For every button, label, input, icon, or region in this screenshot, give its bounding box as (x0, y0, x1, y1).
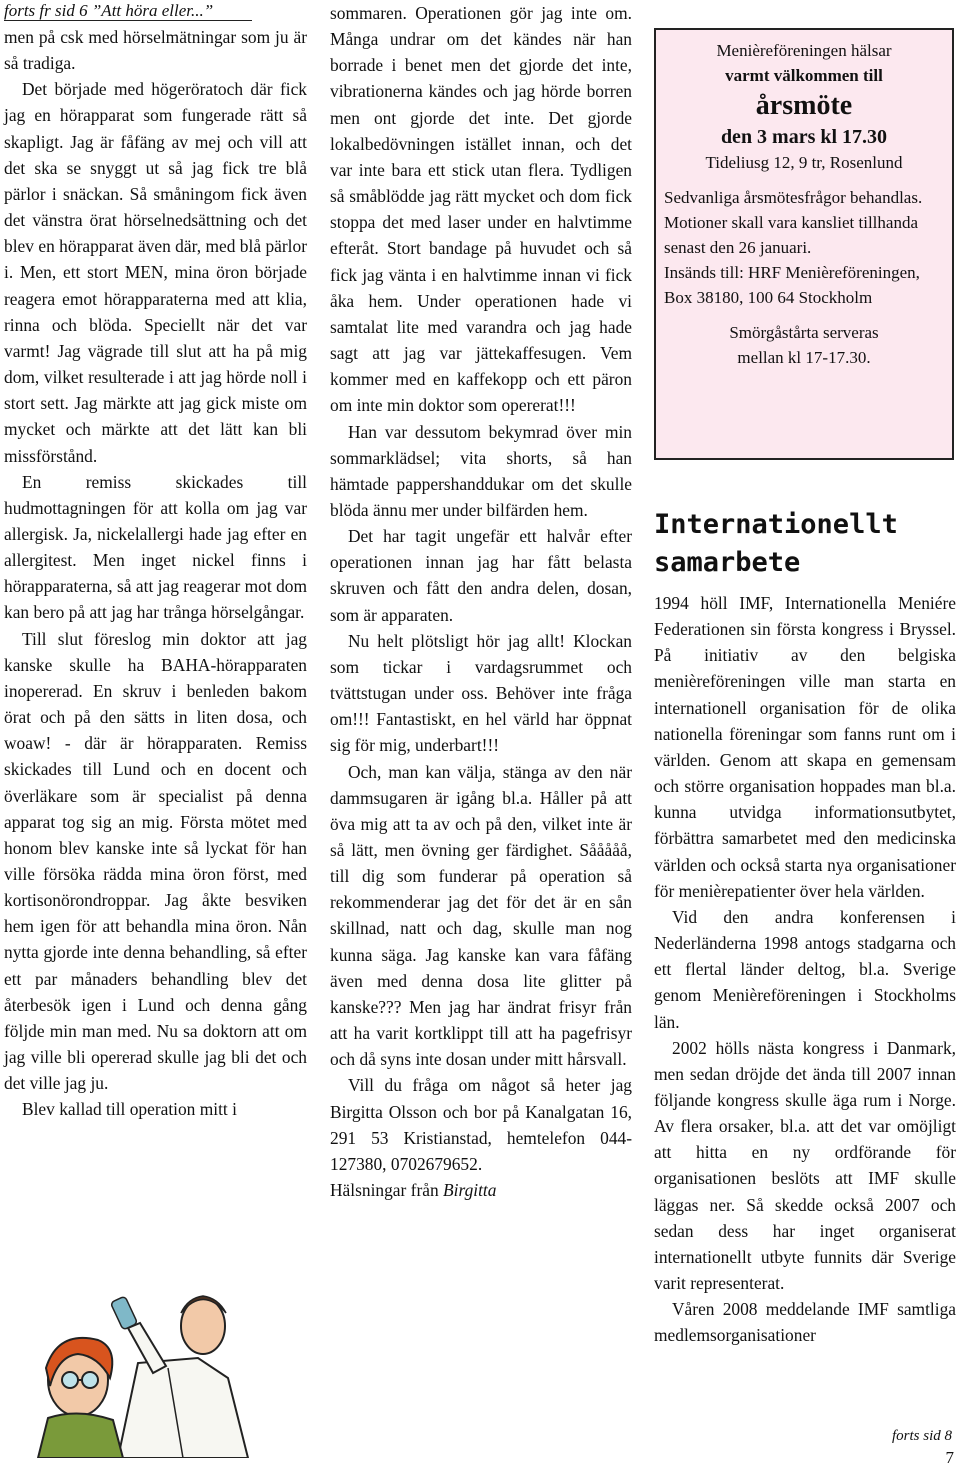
page-number: 7 (945, 1448, 954, 1467)
paragraph: Vill du fråga om något så heter jag Birgitta Olsson och bor på Kanalgatan 16, 291 53 Kristianstad, hemtelefon 044-127380, 0702679652. (330, 1075, 632, 1174)
paragraph: Till slut föreslog min doktor att jag kanske skulle ha BAHA-hörapparaten inopererad. En skruv i benleden bakom örat och på den sätts in liten dosa, och woaw! - där är hörapparaten. Remiss skickades till Lund och en docent och överläkare som är specialist på denna apparat tog sig an mig. Första mötet med honom blev kanske inte så lyckat för han ville försöka rädda mina öron först, med kortisonörondroppar. Jag åkte besviken hem igen för att behandla mina öron. Nån nytta gjorde inte denna behandling, så efter ett par månaders behandling blev det återbesök igen i Lund och denna gång följde min man med. Nu sa doktorn att om jag ville bli opererad skulle jag bli det och det ville jag ju. (4, 628, 307, 1094)
paragraph: Våren 2008 meddelande IMF samtliga medlemsorganisationer (654, 1299, 956, 1346)
paragraph: Blev kallad till operation mitt i (22, 1099, 237, 1120)
paragraph: Han var dessutom bekymrad över min sommarklädsel; vita shorts, så han hämtade pappershanddukar om det skulle blöda ännu mer under bilfärden hem. (330, 421, 632, 520)
column-2 (330, 0, 632, 1203)
paragraph: sommaren. Operationen gör jag inte om. Många undrar om det kändes när han borrade i benet men det gjorde det inte, vibrationerna kändes och jag hörde borren men ont gjorde det inte. Det gjorde lokalbedövningen istället innan, och det var inte bara ett stick utan flera. Tydligen så småblödde jag rätt mycket och dom fick stoppa det med laser under en halvtimme efteråt. Stort bandage på huvudet och så fick jag vänta i en halvtimme innan vi fick åka hem. Under operationen hade vi samtalat lite med varandra och jag hade sagt att jag var jättekaffesugen. Vem kommer med en kaffekopp och ett päron om inte min doktor som opererat!!! (330, 3, 632, 416)
notice-title: årsmöte (755, 90, 853, 121)
notice-agenda: Sedvanliga årsmötesfrågor behandlas. (664, 188, 923, 207)
doctor-patient-illustration (18, 1268, 288, 1458)
section-title: Internationellt samarbete (654, 509, 898, 578)
notice-welcome: varmt välkommen till (725, 66, 883, 85)
notice-greeting: Menièreföreningen hälsar (716, 41, 892, 60)
notice-motions: Motioner skall vara kansliet tillhanda senast den 26 januari. (664, 213, 918, 257)
signature-name: Birgitta (443, 1180, 497, 1201)
notice-place: Tideliusg 12, 9 tr, Rosenlund (705, 153, 903, 172)
annual-meeting-notice (654, 28, 954, 460)
paragraph: Nu helt plötsligt hör jag allt! Klockan som tickar i vardagsrummet och tvättstugan under oss. Behöver inte fråga om!!! Fantastiskt, en hel värld har öppnat sig för mig, underbart!!! (330, 630, 632, 756)
paragraph: men på csk med hörselmätningar som ju är så tradiga. (4, 27, 307, 74)
column-3 (654, 590, 956, 1349)
notice-food-time: mellan kl 17-17.30. (737, 348, 871, 367)
notice-date: den 3 mars kl 17.30 (720, 126, 888, 148)
notice-food: Smörgåstårta serveras (729, 323, 879, 342)
column-1 (4, 0, 307, 1123)
paragraph: Det har tagit ungefär ett halvår efter operationen innan jag har fått belasta skruven och fått den andra delen, dosan, som är apparaten. (330, 526, 632, 625)
continuation-note: forts fr sid 6 ”Att höra eller...” (4, 1, 214, 20)
paragraph: En remiss skickades till hudmottagningen för att kolla om jag var allergisk. Ja, nickelallergi hade jag efter en allergitest. Men inget nickel finns i hörapparaterna, så att jag reagerar mot dom kan bero på att jag har trånga hörselgångar. (4, 471, 307, 623)
notice-address: Insänds till: HRF Menièreföreningen, Box 38180, 100 64 Stockholm (664, 263, 920, 307)
paragraph: 2002 hölls nästa kongress i Danmark, men sedan dröjde det ända till 2007 innan följande kongress skulle äga rum i Norge. Av flera orsaker, bl.a. att det var omöjligt att hitta en ny ordförande för organisationen beslöts att IMF skulle läggas ner. Så skedde också 2007 och sedan dess har inget organiserat internationellt utbyte funnits där Sverige varit representerat. (654, 1037, 956, 1294)
continued-note: forts sid 8 (891, 1428, 952, 1444)
signature: Hälsningar från Birgitta (330, 1180, 497, 1201)
paragraph: 1994 höll IMF, Internationella Meniére Federationen sin första kongress i Bryssel. På initiativ av den belgiska menièreföreningen ville man starta en internationell organisation för de olika nationella föreningar som fanns runt om i världen. Genom att skapa en gemensam och större organisation hoppades man bl.a. kunna utvidga informationsutbytet, förbättra samarbetet med den medicinska världen och också starta nya organisationer för menièrepatienter över hela världen. (654, 593, 956, 901)
paragraph: Vid den andra konferensen i Nederländerna 1998 antogs stadgarna och ett flertal länder deltog, bl.a. Sverige genom Menièreföreningen i Stockholms län. (654, 906, 956, 1032)
paragraph: Och, man kan välja, stänga av den när dammsugaren är igång bl.a. Håller på att öva mig att ta av och på den, vilket inte är så lätt, men övning ger färdighet. Sååååå, till dig som funderar på operation så rekommenderar jag det för det är en sån skillnad, natt och dag, skulle man nog kunna säga. Jag kanske kan vara fåfäng även med denna dosa lite glitter på kanske??? Men jag har ändrat frisyr från att ha varit kortklippt till att ha pagefrisyr och då syns inte dosan under mitt hårsvall. (330, 761, 632, 1070)
continuation-header (4, 0, 307, 22)
paragraph: Det började med högeröratoch där fick jag en hörapparat som fungerade rätt så skapligt. Jag är fåfäng av mej och vill att det ska se snyggt ut så jag fick tre blå pärlor i snäckan. Så småningom fick även det vänstra örat hörselnedsättning och det blev en hörapparat även där, med blå pärlor i. Men, ett stort MEN, mina öron började reagera emot hörapparaterna med att klia, rinna och blöda. Speciellt när det var varmt! Jag vägrade till slut att ha på mig dom, vilket resulterade i att jag hörde noll i stort sett. Jag märkte att jag gick miste om mycket och märkte att det lätt kan bli missförstånd. (4, 79, 307, 466)
header-divider (4, 20, 252, 21)
